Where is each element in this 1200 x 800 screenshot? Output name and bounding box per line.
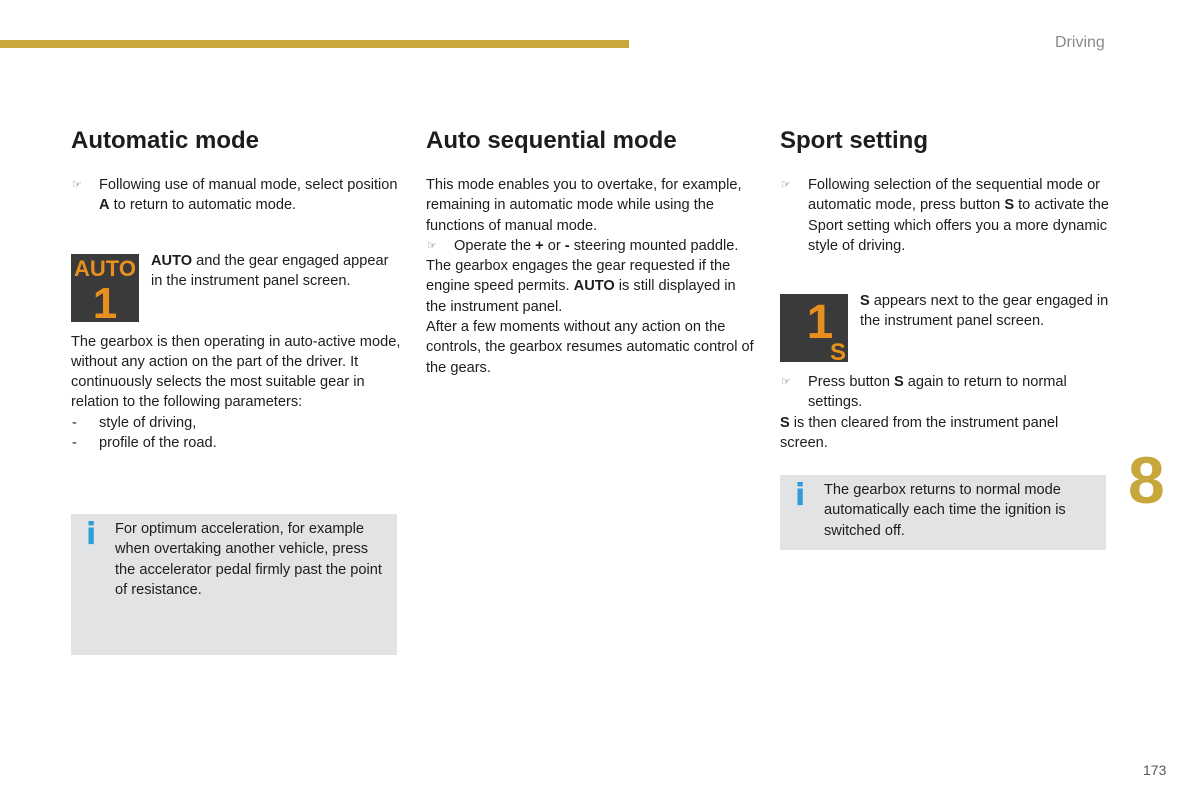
- parameter-list-item: - style of driving,: [72, 414, 197, 431]
- pointing-hand-icon: ☞: [781, 179, 791, 191]
- acceleration-info-text: For optimum acceleration, for example when overtaking another vehicle, press the accelerator pedal firmly past the point of resistance.: [115, 521, 382, 598]
- header-accent-bar: [0, 40, 629, 48]
- sport-activate-step: ☞ Following selection of the sequential mode or automatic mode, press button S to activate the Sport setting which offers you a more dynamic style of driving.: [781, 177, 1109, 254]
- sport-display-row: [780, 294, 1110, 362]
- pointing-hand-icon: ☞: [781, 376, 791, 389]
- parameter-list-item: - profile of the road.: [72, 435, 217, 452]
- paddle-step: ☞ Operate the + or - steering mounted paddle.: [426, 236, 756, 256]
- pointing-hand-icon: ☞: [427, 239, 437, 252]
- sport-display-digit: 1: [806, 296, 834, 350]
- chapter-number: 8: [1128, 443, 1165, 517]
- auto-sequential-column: [426, 127, 756, 378]
- ignition-info-box: [780, 475, 1106, 550]
- automatic-mode-heading: Automatic mode: [71, 127, 260, 154]
- auto-active-paragraph: The gearbox is then operating in auto-active mode, without any action on the part of the driver. It continuously selects the most suitable gear in relation to the following parameters:: [71, 333, 401, 411]
- sport-return-step: ☞ Press button S again to return to normal settings.: [781, 374, 1067, 411]
- sport-setting-heading: Sport setting: [780, 127, 928, 154]
- auto-sequential-intro: This mode enables you to overtake, for example, remaining in automatic mode while using the functions of manual mode.: [426, 177, 742, 234]
- section-title: Driving: [1055, 34, 1105, 51]
- sport-cleared-paragraph: S is then cleared from the instrument panel screen.: [780, 414, 1059, 452]
- info-icon: i: [795, 478, 806, 513]
- acceleration-info-box: [71, 514, 397, 655]
- sport-display-letter: S: [829, 339, 847, 363]
- auto-display-label: AUTO: [74, 255, 136, 281]
- automatic-mode-column: [71, 127, 401, 453]
- auto-display-caption: AUTO and the gear engaged appear in the instrument panel screen.: [151, 252, 389, 289]
- resume-automatic-paragraph: After a few moments without any action on the controls, the gearbox resumes automatic control of the gears.: [426, 319, 754, 376]
- auto-sequential-heading: Auto sequential mode: [426, 127, 677, 154]
- ignition-info-text: The gearbox returns to normal mode automatically each time the ignition is switched off.: [824, 482, 1066, 539]
- page-number: 173: [1143, 762, 1167, 778]
- auto-display-digit: 1: [92, 278, 118, 322]
- sport-display-caption: S appears next to the gear engaged in the instrument panel screen.: [860, 293, 1109, 330]
- sport-setting-column: [780, 127, 1110, 453]
- auto-display-row: [71, 254, 401, 322]
- pointing-hand-icon: ☞: [72, 179, 82, 191]
- sport-display-image: [780, 294, 848, 362]
- info-icon: i: [86, 517, 97, 552]
- automatic-mode-step: ☞ Following use of manual mode, select position A to return to automatic mode.: [72, 177, 398, 214]
- auto-display-image: [71, 254, 139, 322]
- gear-request-paragraph: The gearbox engages the gear requested if the engine speed permits. AUTO is still displayed in the instrument panel.: [426, 258, 736, 315]
